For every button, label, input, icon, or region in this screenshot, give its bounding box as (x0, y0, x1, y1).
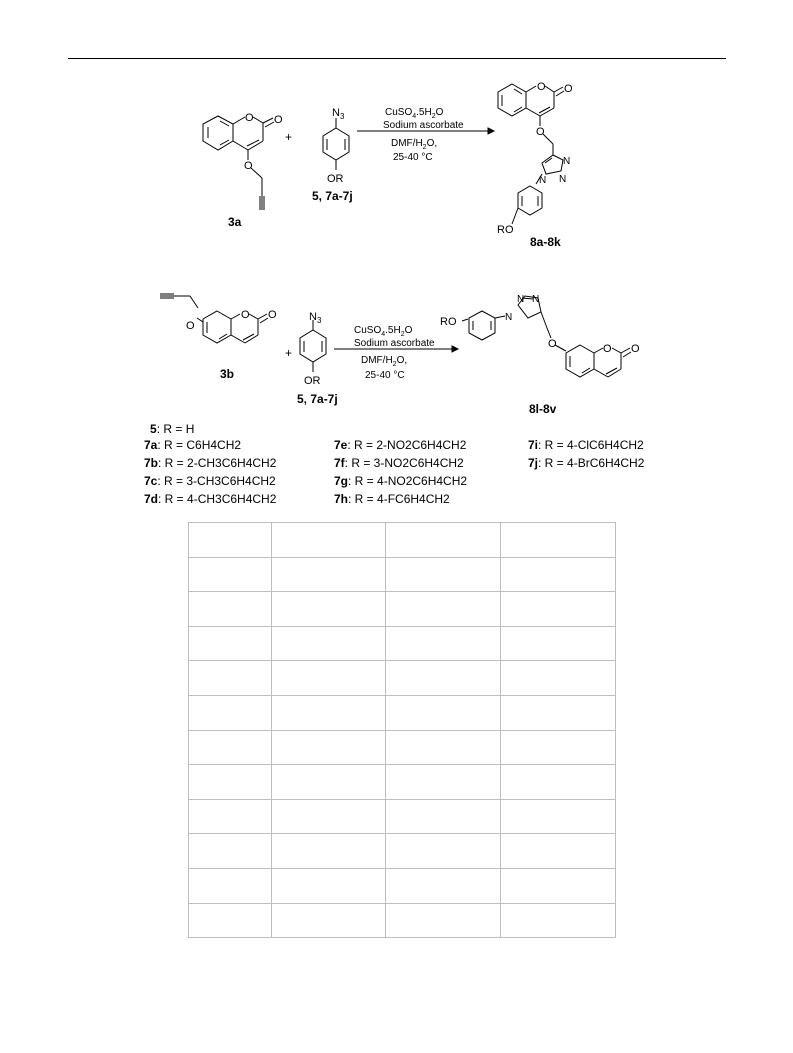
table-cell (189, 661, 272, 696)
table-row (189, 626, 616, 661)
table-cell (189, 730, 272, 765)
table-cell (501, 799, 616, 834)
table-cell (272, 903, 386, 938)
condition-temperature: 25-40 °C (393, 152, 433, 163)
table-row (189, 903, 616, 938)
atom-o: O (274, 114, 283, 126)
condition-catalyst: $CuSO_4.5H_2O$ (385, 107, 444, 120)
atom-n: N (563, 156, 571, 167)
table-row (189, 695, 616, 730)
table-cell (189, 695, 272, 730)
legend-item: 5: R = H (150, 422, 195, 436)
table-cell (272, 868, 386, 903)
aryl-azide-structure (323, 118, 349, 170)
table-cell (272, 626, 386, 661)
table-cell (189, 765, 272, 800)
table-row (189, 523, 616, 558)
table-cell (386, 626, 501, 661)
table-cell (189, 868, 272, 903)
table-cell (501, 626, 616, 661)
azide-n3-label: $N_3$ (309, 311, 322, 325)
table-cell (386, 834, 501, 869)
atom-o: O (537, 81, 546, 93)
coumarin-3a-structure (203, 116, 274, 210)
table-row (189, 661, 616, 696)
table-cell (501, 834, 616, 869)
table-cell (272, 592, 386, 627)
table-cell (272, 765, 386, 800)
atom-n: N (517, 294, 525, 305)
table-cell (272, 799, 386, 834)
legend-item: 7a: R = C6H4CH2 (144, 438, 242, 452)
atom-n: N (539, 175, 547, 186)
azide-n3-label: $N_3$ (332, 107, 345, 121)
table-cell (386, 661, 501, 696)
atom-o: O (564, 83, 573, 95)
atom-o: O (536, 126, 545, 138)
table-cell (189, 799, 272, 834)
data-table (188, 522, 616, 938)
compound-label-azide: 5, 7a-7j (312, 189, 353, 203)
atom-o: O (186, 320, 195, 332)
table-cell (189, 626, 272, 661)
condition-reductant: Sodium ascorbate (383, 120, 464, 131)
legend-item: 7g: R = 4-NO2C6H4CH2 (334, 474, 468, 488)
table-cell (386, 557, 501, 592)
table-cell (189, 834, 272, 869)
table-cell (386, 799, 501, 834)
table-row (189, 730, 616, 765)
legend-item: 7c: R = 3-CH3C6H4CH2 (144, 474, 276, 488)
legend-item: 7f: R = 3-NO2C6H4CH2 (334, 456, 464, 470)
table-cell (189, 557, 272, 592)
legend-item: 7b: R = 2-CH3C6H4CH2 (144, 456, 277, 470)
atom-o: O (245, 112, 254, 124)
condition-solvent: DMF/$H_2O$, (391, 138, 438, 151)
table-cell (386, 765, 501, 800)
table-row (189, 799, 616, 834)
table-cell (386, 903, 501, 938)
compound-label-8l-8v: 8l-8v (529, 402, 557, 416)
table-cell (386, 695, 501, 730)
table-cell (501, 765, 616, 800)
plus-sign: + (285, 130, 293, 144)
table-row (189, 868, 616, 903)
aryl-azide-structure (300, 320, 326, 372)
atom-o: O (631, 343, 640, 355)
atom-o: O (244, 160, 253, 172)
table-cell (501, 903, 616, 938)
table-cell (272, 557, 386, 592)
table-cell (189, 592, 272, 627)
compound-label-3b: 3b (220, 367, 235, 381)
table-row (189, 834, 616, 869)
coumarin-3b-structure (160, 294, 268, 343)
arrow-head (488, 128, 494, 134)
plus-sign: + (285, 346, 293, 360)
table-cell (272, 695, 386, 730)
arrow-head (452, 346, 458, 352)
table-cell (501, 661, 616, 696)
condition-catalyst: $CuSO_4.5H_2O$ (354, 325, 413, 338)
legend-item: 7h: R = 4-FC6H4CH2 (334, 492, 450, 506)
table-cell (272, 834, 386, 869)
legend-item: 7e: R = 2-NO2C6H4CH2 (334, 438, 467, 452)
table-cell (501, 557, 616, 592)
legend-item: 7j: R = 4-BrC6H4CH2 (528, 456, 645, 470)
table-cell (386, 730, 501, 765)
azide-or-label: OR (304, 375, 321, 387)
table-cell (272, 730, 386, 765)
compound-label-3a: 3a (228, 215, 242, 229)
product-8a-8k-structure (498, 84, 567, 224)
product-ro-label: RO (497, 224, 514, 236)
atom-o: O (268, 309, 277, 321)
table-cell (501, 695, 616, 730)
atom-o: O (603, 343, 612, 355)
atom-n: N (559, 174, 567, 185)
table-cell (189, 903, 272, 938)
table-row (189, 557, 616, 592)
table-row (189, 765, 616, 800)
table-cell (501, 523, 616, 558)
compound-label-8a-8k: 8a-8k (530, 235, 561, 249)
condition-solvent: DMF/$H_2O$, (361, 355, 408, 368)
table-cell (386, 592, 501, 627)
condition-temperature: 25-40 °C (365, 370, 405, 381)
table-cell (501, 730, 616, 765)
table-row (189, 592, 616, 627)
table-cell (386, 523, 501, 558)
product-8l-8v-structure (462, 296, 631, 377)
table-cell (189, 523, 272, 558)
product-ro-label: RO (440, 316, 457, 328)
azide-or-label: OR (327, 173, 344, 185)
atom-o: O (548, 338, 557, 350)
table-cell (386, 868, 501, 903)
table-cell (501, 592, 616, 627)
table-cell (272, 523, 386, 558)
table-cell (501, 868, 616, 903)
legend-item: 7i: R = 4-ClC6H4CH2 (528, 438, 644, 452)
compound-label-azide: 5, 7a-7j (297, 392, 338, 406)
condition-reductant: Sodium ascorbate (354, 338, 435, 349)
legend-item: 7d: R = 4-CH3C6H4CH2 (144, 492, 277, 506)
atom-o: O (241, 309, 250, 321)
atom-n: N (532, 294, 540, 305)
table-cell (272, 661, 386, 696)
atom-n: N (505, 312, 513, 323)
